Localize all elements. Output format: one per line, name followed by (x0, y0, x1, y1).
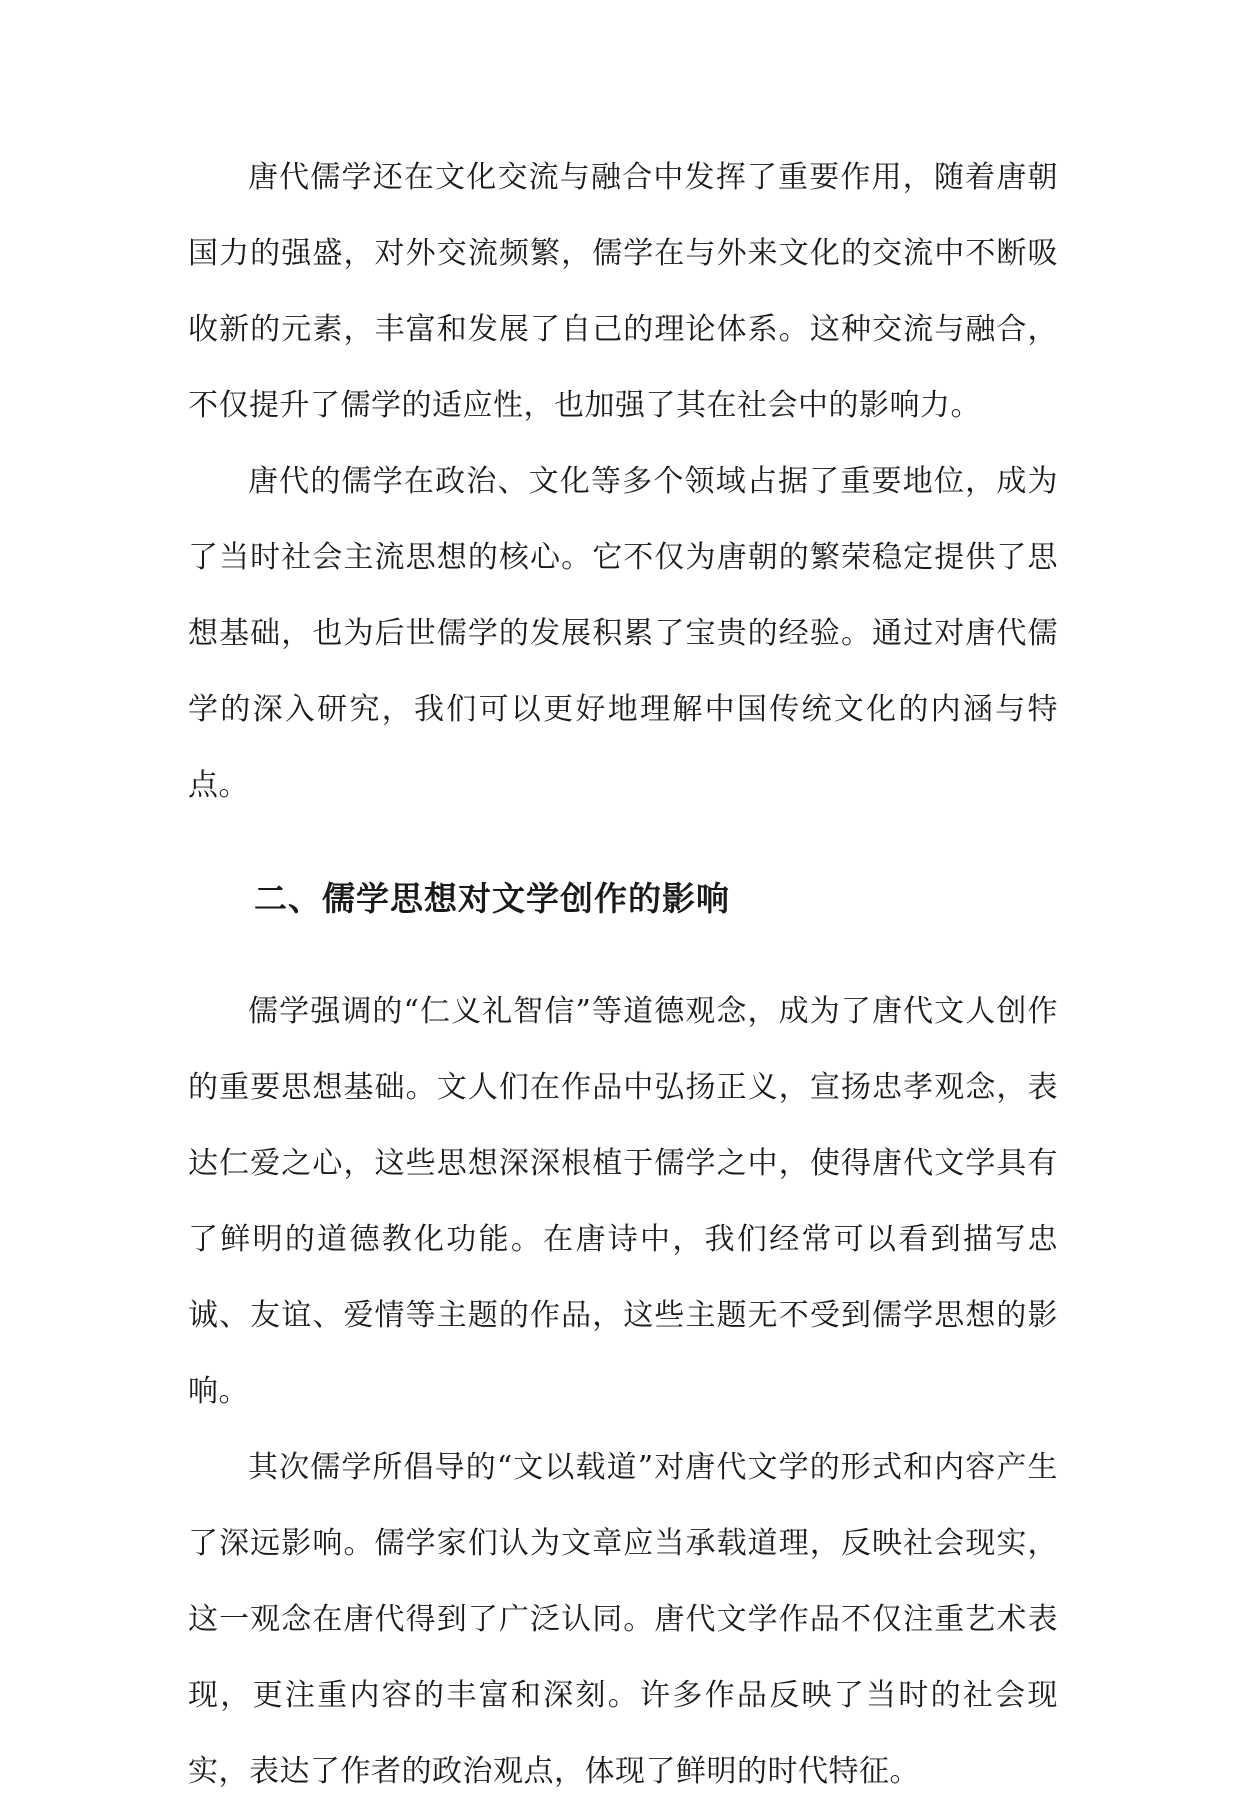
paragraph-moral-values: 儒学强调的“仁义礼智信”等道德观念，成为了唐代文人创作的重要思想基础。文人们在作品中弘扬正义，宣扬忠孝观念，表达仁爱之心，这些思想深深根植于儒学之中，使得唐代文学具有了鲜明的道德教化功能。在唐诗中，我们经常可以看到描写忠诚、友谊、爱情等主题的作品，这些主题无不受到儒学思想的影响。 (188, 994, 1058, 1409)
paragraph-confucianism-status: 唐代的儒学在政治、文化等多个领域占据了重要地位，成为了当时社会主流思想的核心。它不仅为唐朝的繁荣稳定提供了思想基础，也为后世儒学的发展积累了宝贵的经验。通过对唐代儒学的深入研究，我们可以更好地理解中国传统文化的内涵与特点。 (188, 464, 1058, 803)
document-body (188, 140, 1058, 1810)
paragraph-wen-yi-zai-dao: 其次儒学所倡导的“文以载道”对唐代文学的形式和内容产生了深远影响。儒学家们认为文章应当承载道理，反映社会现实，这一观念在唐代得到了广泛认同。唐代文学作品不仅注重艺术表现，更注重内容的丰富和深刻。许多作品反映了当时的社会现实，表达了作者的政治观点，体现了鲜明的时代特征。 (188, 1450, 1058, 1789)
section-heading: 二、儒学思想对文学创作的影响 (254, 879, 730, 918)
paragraph-cultural-exchange: 唐代儒学还在文化交流与融合中发挥了重要作用，随着唐朝国力的强盛，对外交流频繁，儒学在与外来文化的交流中不断吸收新的元素，丰富和发展了自己的理论体系。这种交流与融合，不仅提升了儒学的适应性，也加强了其在社会中的影响力。 (188, 160, 1058, 423)
